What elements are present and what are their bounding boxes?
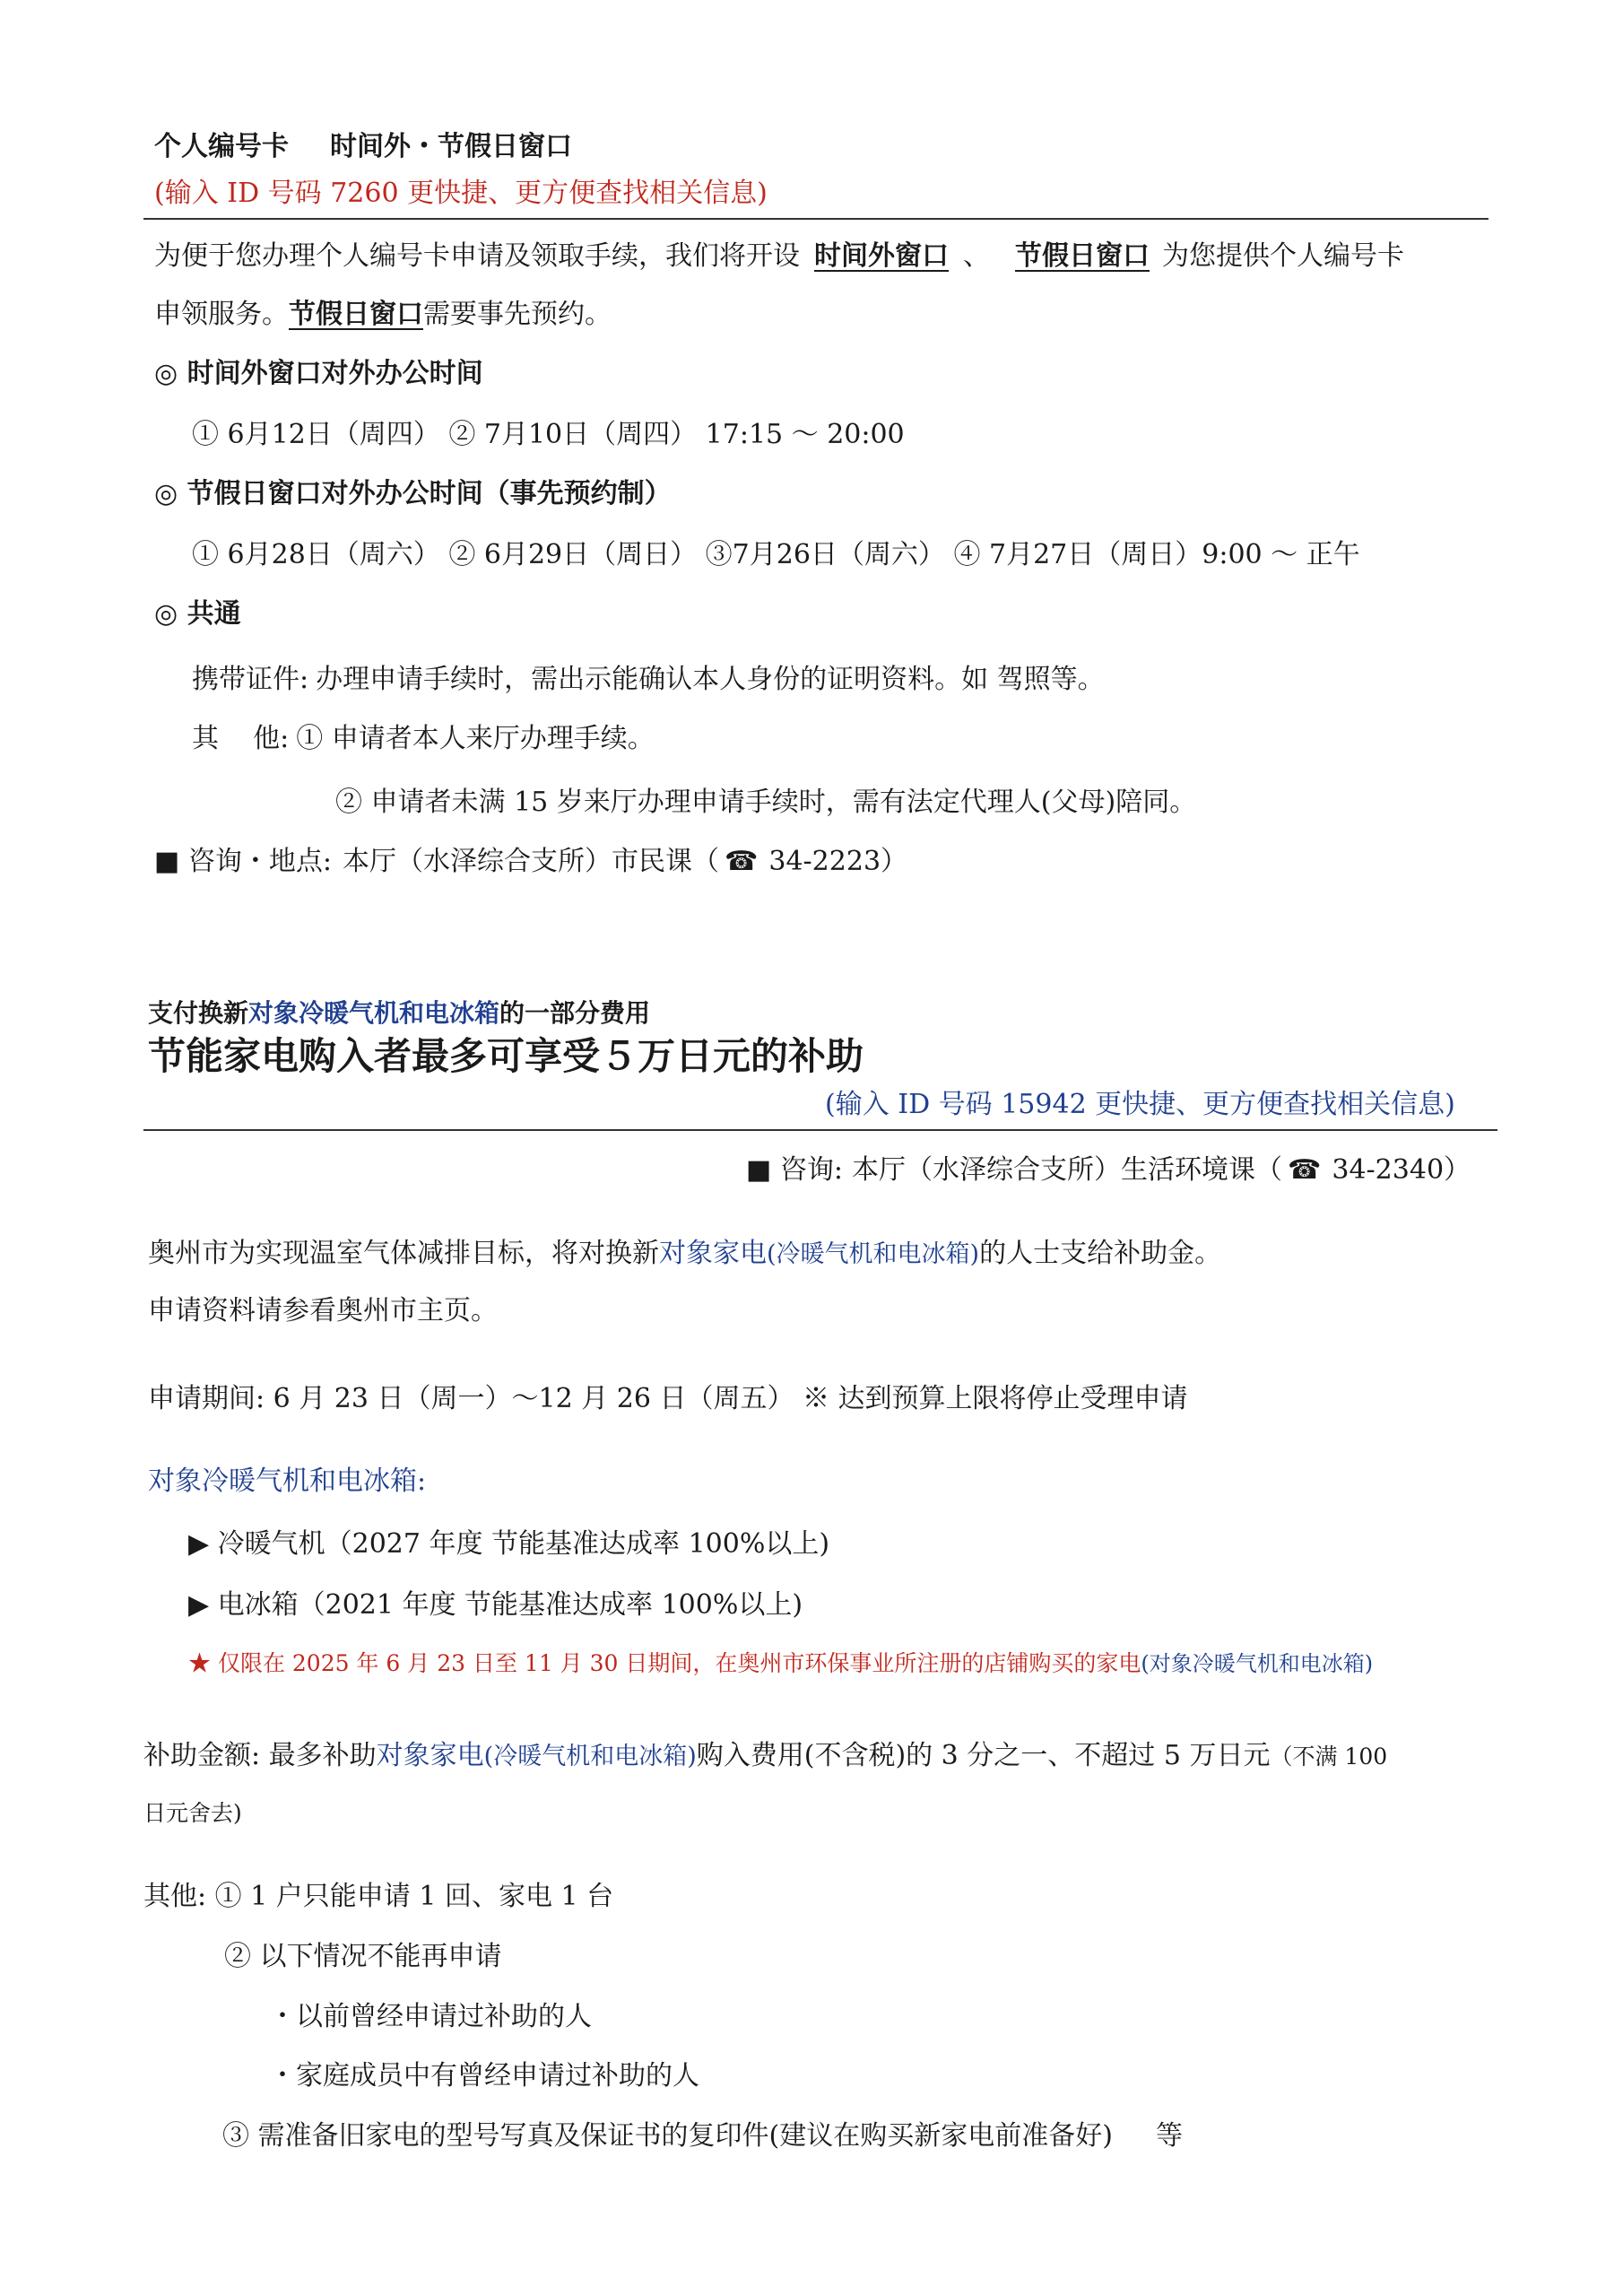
other-label: 其 他: [192,723,290,754]
section2-title: 节能家电购入者最多可享受５万日元的补助 [148,1034,864,1078]
after-hours-window-link: 时间外窗口 [814,240,949,272]
contact-number: 34-2340） [1332,1154,1471,1186]
condition-appliance-note: (对象冷暖气机和电冰箱) [1141,1651,1374,1676]
purchase-condition-note [188,1650,1373,1677]
other-line1 [192,723,655,755]
section2-other-2b: ・家庭成员中有曾经申请过补助的人 [269,2060,699,2092]
target-appliance-label: 对象家电 [376,1740,484,1771]
application-period: 申请期间: 6 月 23 日（周一）～12 月 26 日（周五） ※ 达到预算上限将停止受理申请 [148,1383,1188,1414]
contact-label: ■ 咨询・地点: [154,846,332,877]
targets-title: 对象冷暖气机和电冰箱: [148,1465,427,1497]
holiday-dates: ① 6月28日（周六） ② 6月29日（周日） ③7月26日（周六） ④ 7月27日（周日）9:00 ～ 正午 [192,539,1360,570]
section2-other-1: 其他: ① 1 户只能申请 1 回、家电 1 台 [143,1881,614,1912]
section1-divider [143,218,1488,220]
kicker-text: 的一部分费用 [499,998,651,1028]
other-3-text: ③ 需准备旧家电的型号写真及保证书的复印件(建议在购买新家电前准备好) [222,2120,1113,2152]
holiday-window-link: 节假日窗口 [1015,240,1150,272]
amount-rounding-note-cont: 日元舍去) [143,1800,242,1826]
body-text: 奥州市为实现温室气体减排目标，将对换新 [148,1238,659,1269]
intro-separator: 、 [963,240,990,272]
target-appliance-note: (冷暖气机和电冰箱) [767,1240,980,1268]
subsidy-amount [143,1740,1387,1772]
target-item-fridge: ▶ 电冰箱（2021 年度 节能基准达成率 100%以上) [188,1589,803,1621]
section2-other-3 [222,2120,1183,2152]
kicker-highlight: 对象冷暖气机和电冰箱 [248,998,500,1028]
amount-text: 购入费用(不含税)的 3 分之一、不超过 5 万日元 [696,1740,1271,1771]
other-3-end: 等 [1155,2120,1183,2152]
docs-text: 办理申请手续时，需出示能确认本人身份的证明资料。如 驾照等。 [316,664,1105,695]
contact-text: 本厅（水泽综合支所）市民课（ [343,846,719,877]
intro-text: 需要事先预约。 [423,299,612,330]
section1-title-a: 个人编号卡 [154,131,289,162]
kicker-text: 支付换新 [148,998,249,1028]
intro-text: 为您提供个人编号卡 [1162,240,1404,272]
section1-contact [154,846,907,878]
section2-kicker [148,998,650,1029]
section1-intro-line1 [154,240,1404,273]
section2-other-2a: ・以前曾经申请过补助的人 [269,2001,592,2032]
section2-other-2: ② 以下情况不能再申请 [224,1941,502,1972]
holiday-window-link: 节假日窗口 [289,299,423,330]
holiday-heading: ◎ 节假日窗口对外办公时间（事先预约制） [154,478,672,509]
other-item-2: ② 申请者未满 15 岁来厅办理申请手续时，需有法定代理人(父母)陪同。 [335,787,1197,818]
section1-title-b: 时间外・节假日窗口 [330,131,572,162]
contact-label: ■ 咨询: [746,1154,843,1186]
docs-label: 携带证件: [192,664,309,695]
after-hours-dates: ① 6月12日（周四） ② 7月10日（周四） 17:15 ～ 20:00 [192,419,905,450]
phone-icon: ☎ [1288,1154,1322,1186]
target-appliance-note: (冷暖气机和电冰箱) [483,1743,697,1770]
section1-title [154,131,572,163]
intro-text: 申领服务。 [154,299,289,330]
other-item-1: ① 申请者本人来厅办理手续。 [296,723,655,754]
section2-body-line2: 申请资料请参看奥州市主页。 [148,1295,498,1326]
contact-text: 本厅（水泽综合支所）生活环境课（ [852,1154,1282,1186]
phone-icon: ☎ [725,846,759,877]
section2-id-note: (输入 ID 号码 15942 更快捷、更方便查找相关信息) [825,1089,1455,1120]
intro-text: 为便于您办理个人编号卡申请及领取手续，我们将开设 [154,240,800,272]
contact-number: 34-2223） [768,846,908,877]
target-appliance-label: 对象家电 [659,1238,767,1269]
section2-contact [746,1154,1471,1187]
amount-text: 补助金额: 最多补助 [143,1740,377,1771]
after-hours-heading: ◎ 时间外窗口对外办公时间 [154,358,483,389]
docs-line [192,664,1105,696]
section1-id-note: (输入 ID 号码 7260 更快捷、更方便查找相关信息) [154,178,768,209]
section1-intro-line2 [154,299,612,331]
condition-text: ★ 仅限在 2025 年 6 月 23 日至 11 月 30 日期间，在奥州市环保事业所注册的店铺购买的家电 [188,1650,1141,1676]
section2-body-line1 [148,1238,1221,1270]
target-item-ac: ▶ 冷暖气机（2027 年度 节能基准达成率 100%以上) [188,1528,830,1560]
body-text: 的人士支给补助金。 [979,1238,1222,1269]
section2-divider [143,1129,1497,1131]
amount-rounding-note: （不满 100 [1270,1744,1388,1770]
common-heading: ◎ 共通 [154,598,241,630]
